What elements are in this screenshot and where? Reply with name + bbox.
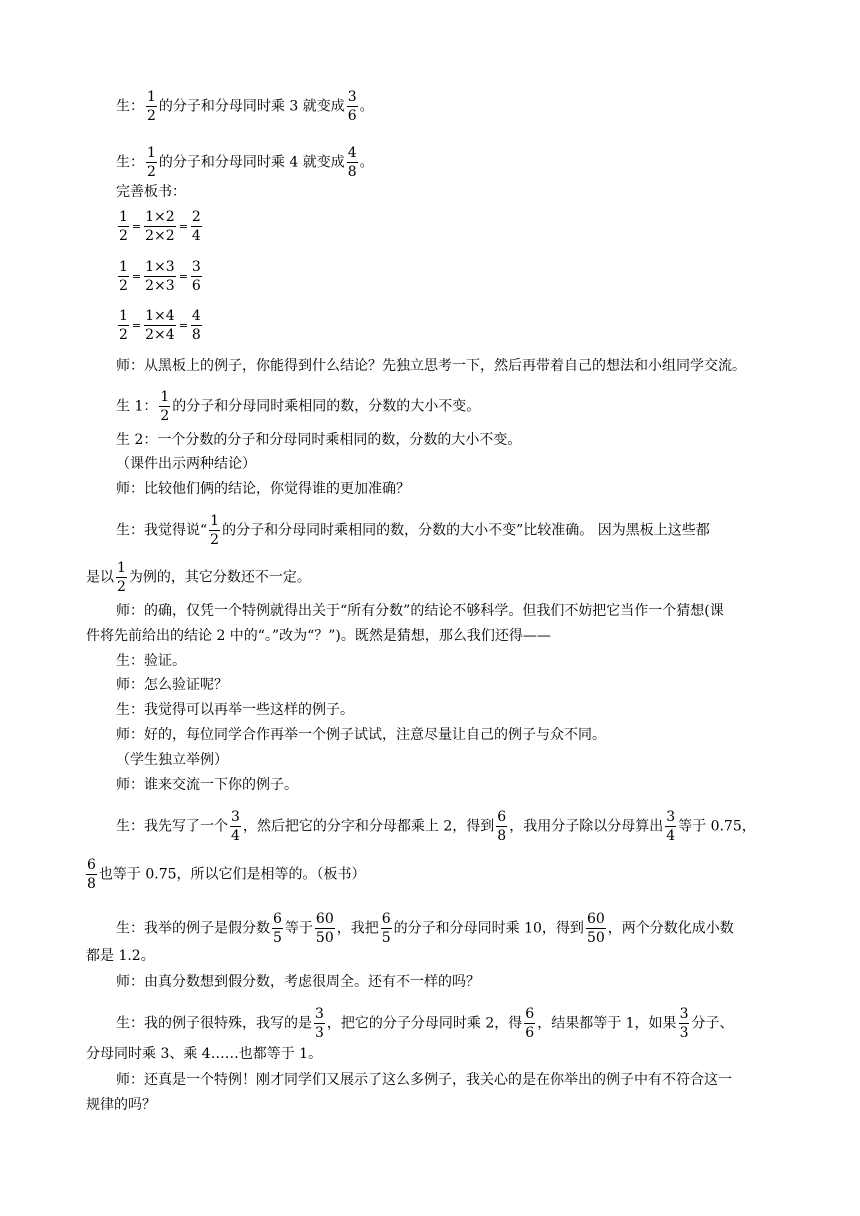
fraction: $\frac{4}{8}$ <box>191 308 201 343</box>
fraction: $\frac{60}{50}$ <box>315 911 334 946</box>
fraction: $\frac{60}{50}$ <box>586 911 605 946</box>
fraction: $\frac{1}{2}$ <box>147 89 156 124</box>
text-line: 件将先前给出的结论 2 中的“。”改为“？”)。既然是猜想，那么我们还得—— <box>86 628 551 644</box>
text-run: ，把它的分子分母同时乘 2，得 <box>326 1015 523 1032</box>
speaker-label: 生 1： <box>116 398 158 415</box>
fraction: $\frac{1}{2}$ <box>117 560 126 595</box>
text-line <box>116 88 374 125</box>
text-run: 的分子和分母同时乘相同的数，分数的大小不变”比较准确。 因为黑板上这些都 <box>222 522 710 539</box>
text-run: 分子、 <box>691 1015 734 1032</box>
text-line <box>116 1005 733 1042</box>
text-line: 生 2：一个分数的分子和分母同时乘相同的数，分数的大小不变。 <box>116 432 522 448</box>
equation: $\frac{1}{2}$ = $\frac{1\times 4}{2\times 4}$ = $\frac{4}{8}$ <box>119 308 201 343</box>
speaker-label: 生： <box>116 98 144 115</box>
text-line <box>116 144 374 181</box>
text-line: 师：谁来交流一下你的例子。 <box>116 777 298 793</box>
fraction: $\frac{3}{6}$ <box>347 89 357 124</box>
text-run: 等于 <box>284 920 313 937</box>
fraction: $\frac{3}{4}$ <box>231 809 240 844</box>
text-run: ，结果都等于 1，如果 <box>537 1015 677 1032</box>
fraction: $\frac{6}{8}$ <box>87 857 96 892</box>
fraction: $\frac{6}{8}$ <box>497 809 507 844</box>
text-line: 师：还真是一个特例！刚才同学们又展示了这么多例子，我关心的是在你举出的例子中有不符合这一 <box>116 1072 732 1088</box>
fraction: $\frac{2}{4}$ <box>191 209 201 244</box>
fraction: $\frac{3}{3}$ <box>679 1006 689 1041</box>
equation: $\frac{1}{2}$ = $\frac{1\times 3}{2\times 3}$ = $\frac{3}{6}$ <box>119 259 201 294</box>
text-run: 生：我先写了一个 <box>116 818 228 835</box>
text-line: 完善板书： <box>116 184 186 200</box>
text-run: 是以 <box>86 569 114 586</box>
fraction: $\frac{3}{3}$ <box>315 1006 324 1041</box>
text-line: 师：由真分数想到假分数，考虑很周全。还有不一样的吗？ <box>116 974 480 990</box>
text-line: 师：从黑板上的例子，你能得到什么结论？先独立思考一下，然后再带着自己的想法和小组同学交流。 <box>116 358 746 374</box>
fraction: $\frac{4}{8}$ <box>347 145 357 180</box>
text-run: ，我用分子除以分母算出 <box>509 818 664 835</box>
text-run: ，然后把它的分字和分母都乘上 2，得到 <box>242 818 495 835</box>
text-line: 师：比较他们俩的结论，你觉得谁的更加准确？ <box>116 481 410 497</box>
text-run: 生：我举的例子是假分数 <box>116 920 270 937</box>
text-line <box>116 512 710 549</box>
text-line: 都是 1.2。 <box>86 948 155 964</box>
text-line <box>116 388 480 425</box>
text-line: （学生独立举例） <box>116 752 228 768</box>
text-line: 生：验证。 <box>116 653 186 669</box>
fraction: $\frac{3}{4}$ <box>666 809 676 844</box>
fraction: $\frac{1}{2}$ <box>210 513 220 548</box>
fraction: $\frac{1\times 2}{2\times 2}$ <box>145 209 175 244</box>
fraction: $\frac{3}{6}$ <box>191 259 201 294</box>
fraction: $\frac{1}{2}$ <box>160 389 170 424</box>
equation: $\frac{1}{2}$ = $\frac{1\times 2}{2\times 2}$ = $\frac{2}{4}$ <box>119 209 201 244</box>
text-line <box>116 808 756 845</box>
text-line: 师：怎么验证呢？ <box>116 677 228 693</box>
fraction: $\frac{1\times 3}{2\times 3}$ <box>145 259 175 294</box>
speaker-label: 生： <box>116 154 144 171</box>
fraction: $\frac{1}{2}$ <box>119 259 128 294</box>
text-run: 为例的，其它分数还不一定。 <box>128 569 311 586</box>
text-run: 生：我的例子很特殊，我写的是 <box>116 1015 312 1032</box>
text-run: 。 <box>359 98 374 115</box>
text-line: 师：好的，每位同学合作再举一个例子试试，注意尽量让自己的例子与众不同。 <box>116 727 606 743</box>
text-run: ，我把 <box>336 920 379 937</box>
fraction: $\frac{1}{2}$ <box>147 145 156 180</box>
text-line <box>86 559 311 596</box>
fraction: $\frac{6}{5}$ <box>273 911 282 946</box>
fraction: $\frac{1\times 4}{2\times 4}$ <box>145 308 175 343</box>
text-run: 生：我觉得说“ <box>116 522 208 539</box>
text-line: 生：我觉得可以再举一些这样的例子。 <box>116 702 354 718</box>
fraction: $\frac{6}{5}$ <box>381 911 391 946</box>
text-run: 等于 0.75， <box>678 818 756 835</box>
text-line: （课件出示两种结论） <box>116 456 256 472</box>
text-line: 规律的吗？ <box>86 1097 156 1113</box>
text-run: 的分子和分母同时乘 3 就变成 <box>158 98 345 115</box>
text-run: 。 <box>359 154 374 171</box>
text-run: 的分子和分母同时乘相同的数，分数的大小不变。 <box>172 398 481 415</box>
text-run: 的分子和分母同时乘 10，得到 <box>393 920 584 937</box>
text-line <box>84 856 366 893</box>
text-run: 的分子和分母同时乘 4 就变成 <box>158 154 345 171</box>
fraction: $\frac{1}{2}$ <box>119 308 128 343</box>
text-run: ，两个分数化成小数 <box>607 920 734 937</box>
fraction: $\frac{1}{2}$ <box>119 209 128 244</box>
fraction: $\frac{6}{6}$ <box>525 1006 535 1041</box>
text-run: 也等于 0.75，所以它们是相等的。（板书） <box>98 866 366 883</box>
text-line <box>116 910 734 947</box>
text-line: 师：的确，仅凭一个特例就得出关于“所有分数”的结论不够科学。但我们不妨把它当作一个猜想(课 <box>116 603 724 619</box>
text-line: 分母同时乘 3、乘 4……也都等于 1。 <box>86 1046 323 1062</box>
